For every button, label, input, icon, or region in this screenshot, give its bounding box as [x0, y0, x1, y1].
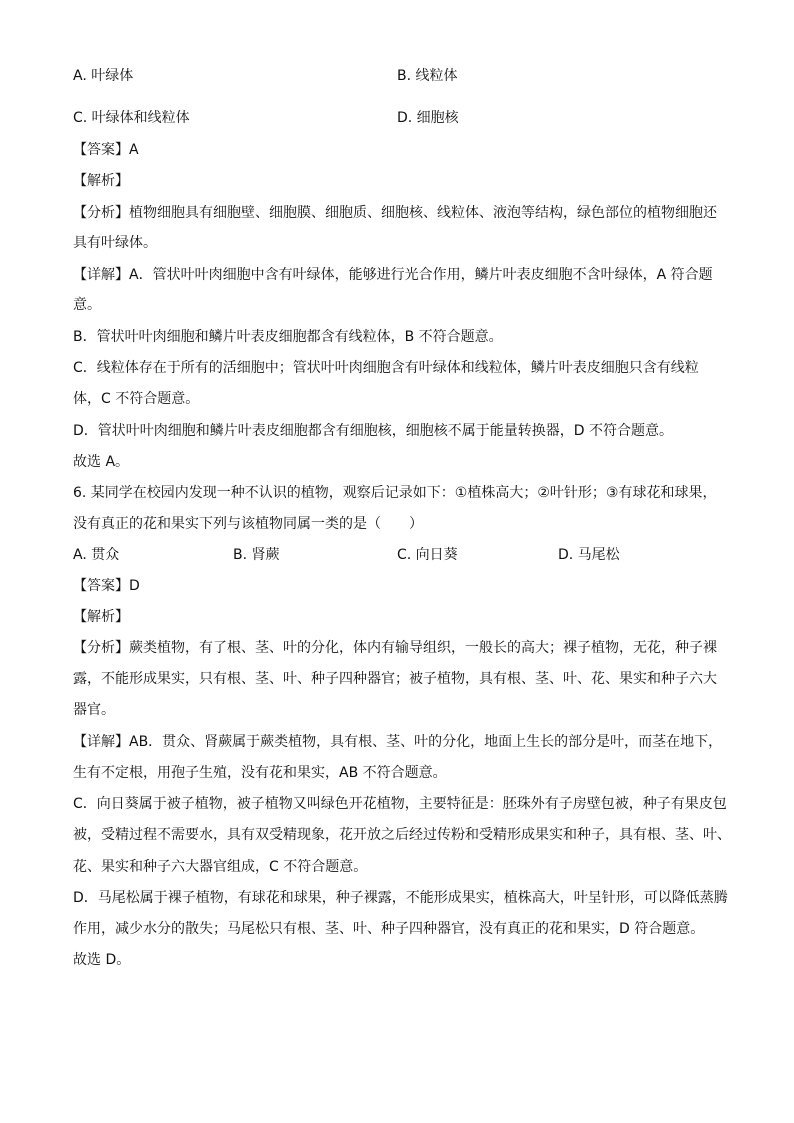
conclusion: 故选 A。	[73, 454, 130, 470]
xiangjie-c-line: C．向日葵属于被子植物，被子植物又叫绿色开花植物，主要特征是：胚珠外有子房壁包被，种子有果皮包	[73, 796, 727, 812]
xiangjie-d-line: D．管状叶叶肉细胞和鳞片叶表皮细胞都含有细胞核，细胞核不属于能量转换器，D 不符合题意。	[73, 423, 674, 439]
option-c: C. 向日葵	[397, 547, 458, 563]
xiangjie-a-line: 【详解】A．管状叶叶肉细胞中含有叶绿体，能够进行光合作用，鳞片叶表皮细胞不含叶绿体，A 符合题	[73, 267, 713, 283]
xiangjie-d-line: D．马尾松属于裸子植物，有球花和球果，种子裸露，不能形成果实，植株高大，叶呈针形，可以降低蒸腾	[73, 890, 728, 906]
conclusion: 故选 D。	[73, 952, 131, 968]
xiangjie-ab-line: 生有不定根，用孢子生殖，没有花和果实，AB 不符合题意。	[73, 765, 447, 781]
answer: 【答案】A	[73, 142, 139, 158]
fenxi-line: 器官。	[73, 702, 115, 718]
fenxi-line: 露，不能形成果实，只有根、茎、叶、种子四种器官；被子植物，具有根、茎、叶、花、果实和种子六大	[73, 671, 717, 687]
xiangjie-c-line: C．线粒体存在于所有的活细胞中；管状叶叶肉细胞含有叶绿体和线粒体，鳞片叶表皮细胞只含有线粒	[73, 360, 699, 376]
analysis-heading: 【解析】	[73, 173, 129, 189]
option-a: A. 贯众	[73, 547, 120, 563]
xiangjie-b-line: B．管状叶叶肉细胞和鳞片叶表皮细胞都含有线粒体，B 不符合题意。	[73, 329, 503, 345]
question-stem: 没有真正的花和果实下列与该植物同属一类的是（ ）	[73, 516, 423, 532]
option-d: D. 马尾松	[558, 547, 620, 563]
fenxi-line: 【分析】植物细胞具有细胞壁、细胞膜、细胞质、细胞核、线粒体、液泡等结构，绿色部位的植物细胞还	[73, 205, 717, 221]
option-b: B. 肾蕨	[233, 547, 280, 563]
analysis-heading: 【解析】	[73, 609, 129, 625]
option-d: D. 细胞核	[397, 110, 459, 126]
xiangjie-c-line: 被，受精过程不需要水，具有双受精现象，花开放之后经过传粉和受精形成果实和种子，具有根、茎、叶、	[73, 827, 731, 843]
xiangjie-a-line: 意。	[73, 297, 101, 313]
fenxi-line: 【分析】蕨类植物，有了根、茎、叶的分化，体内有输导组织，一般长的高大；裸子植物，无花，种子裸	[73, 640, 717, 656]
answer: 【答案】D	[73, 578, 140, 594]
xiangjie-c-line: 体，C 不符合题意。	[73, 391, 200, 407]
question-stem: 6. 某同学在校园内发现一种不认识的植物，观察后记录如下：①植株高大；②叶针形；③有球花和球果，	[73, 485, 717, 501]
xiangjie-ab-line: 【详解】AB．贯众、肾蕨属于蕨类植物，具有根、茎、叶的分化，地面上生长的部分是叶，而茎在地下，	[73, 734, 723, 750]
option-b: B. 线粒体	[397, 68, 458, 84]
xiangjie-d-line: 作用，减少水分的散失；马尾松只有根、茎、叶、种子四种器官，没有真正的花和果实，D 符合题意。	[73, 921, 705, 937]
option-c: C. 叶绿体和线粒体	[73, 110, 190, 126]
option-a: A. 叶绿体	[73, 68, 134, 84]
xiangjie-c-line: 花、果实和种子六大器官组成，C 不符合题意。	[73, 859, 368, 875]
fenxi-line: 具有叶绿体。	[73, 235, 157, 251]
